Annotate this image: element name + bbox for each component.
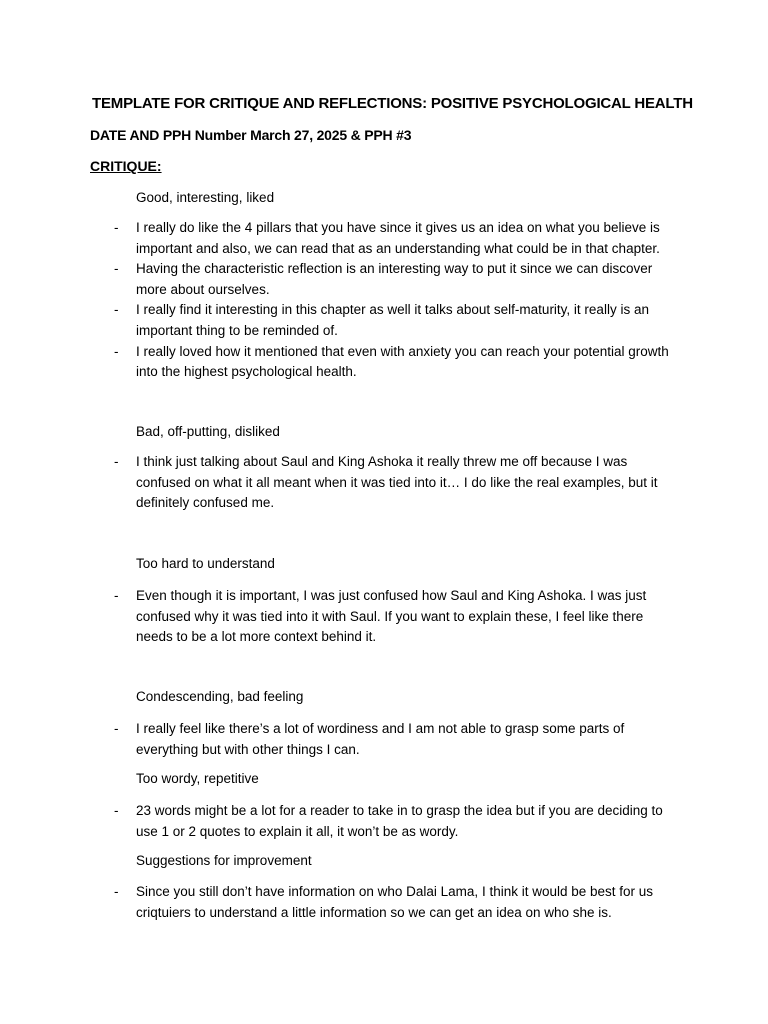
section-heading-condescending: Condescending, bad feeling (136, 689, 304, 704)
critique-heading: CRITIQUE: (90, 158, 162, 174)
list-item: - I really loved how it mentioned that even with anxiety you can reach your potential growth into the highest psychological health. (110, 342, 680, 383)
list-condescending (110, 719, 680, 760)
list-item: - I really find it interesting in this chapter as well it talks about self-maturity, it really is an important thing to be reminded of. (110, 300, 680, 341)
list-item: - 23 words might be a lot for a reader to take in to grasp the idea but if you are deciding to use 1 or 2 quotes to explain it all, it won’t be as wordy. (110, 801, 680, 842)
list-item: - I really feel like there’s a lot of wordiness and I am not able to grasp some parts of everything but with other things I can. (110, 719, 680, 760)
list-bad (110, 452, 680, 514)
section-heading-good: Good, interesting, liked (136, 190, 275, 205)
list-item: - Even though it is important, I was just confused how Saul and King Ashoka. I was just confused why it was tied into it with Saul. If you want to explain these, I feel like there needs to be a lot more context behind it. (110, 586, 680, 648)
list-good (110, 218, 680, 383)
section-heading-bad: Bad, off-putting, disliked (136, 424, 280, 439)
list-item: - I think just talking about Saul and King Ashoka it really threw me off because I was confused on what it all meant when it was tied into it… I do like the real examples, but it definitely confused me. (110, 452, 680, 514)
list-item: - I really do like the 4 pillars that you have since it gives us an idea on what you believe is important and also, we can read that as an understanding what could be in that chapter. (110, 218, 680, 259)
list-item: - Having the characteristic reflection is an interesting way to put it since we can discover more about ourselves. (110, 259, 680, 300)
list-too-wordy (110, 801, 680, 842)
section-heading-suggestions: Suggestions for improvement (136, 853, 312, 868)
section-heading-too-wordy: Too wordy, repetitive (136, 771, 259, 786)
section-heading-too-hard: Too hard to understand (136, 556, 275, 571)
document-title: TEMPLATE FOR CRITIQUE AND REFLECTIONS: POSITIVE PSYCHOLOGICAL HEALTH (92, 95, 693, 112)
list-suggestions (110, 882, 680, 923)
date-and-pph-number: DATE AND PPH Number March 27, 2025 & PPH #3 (90, 127, 412, 143)
list-too-hard (110, 586, 680, 648)
list-item: - Since you still don’t have information on who Dalai Lama, I think it would be best for us criqtuiers to understand a little information so we can get an idea on who she is. (110, 882, 680, 923)
